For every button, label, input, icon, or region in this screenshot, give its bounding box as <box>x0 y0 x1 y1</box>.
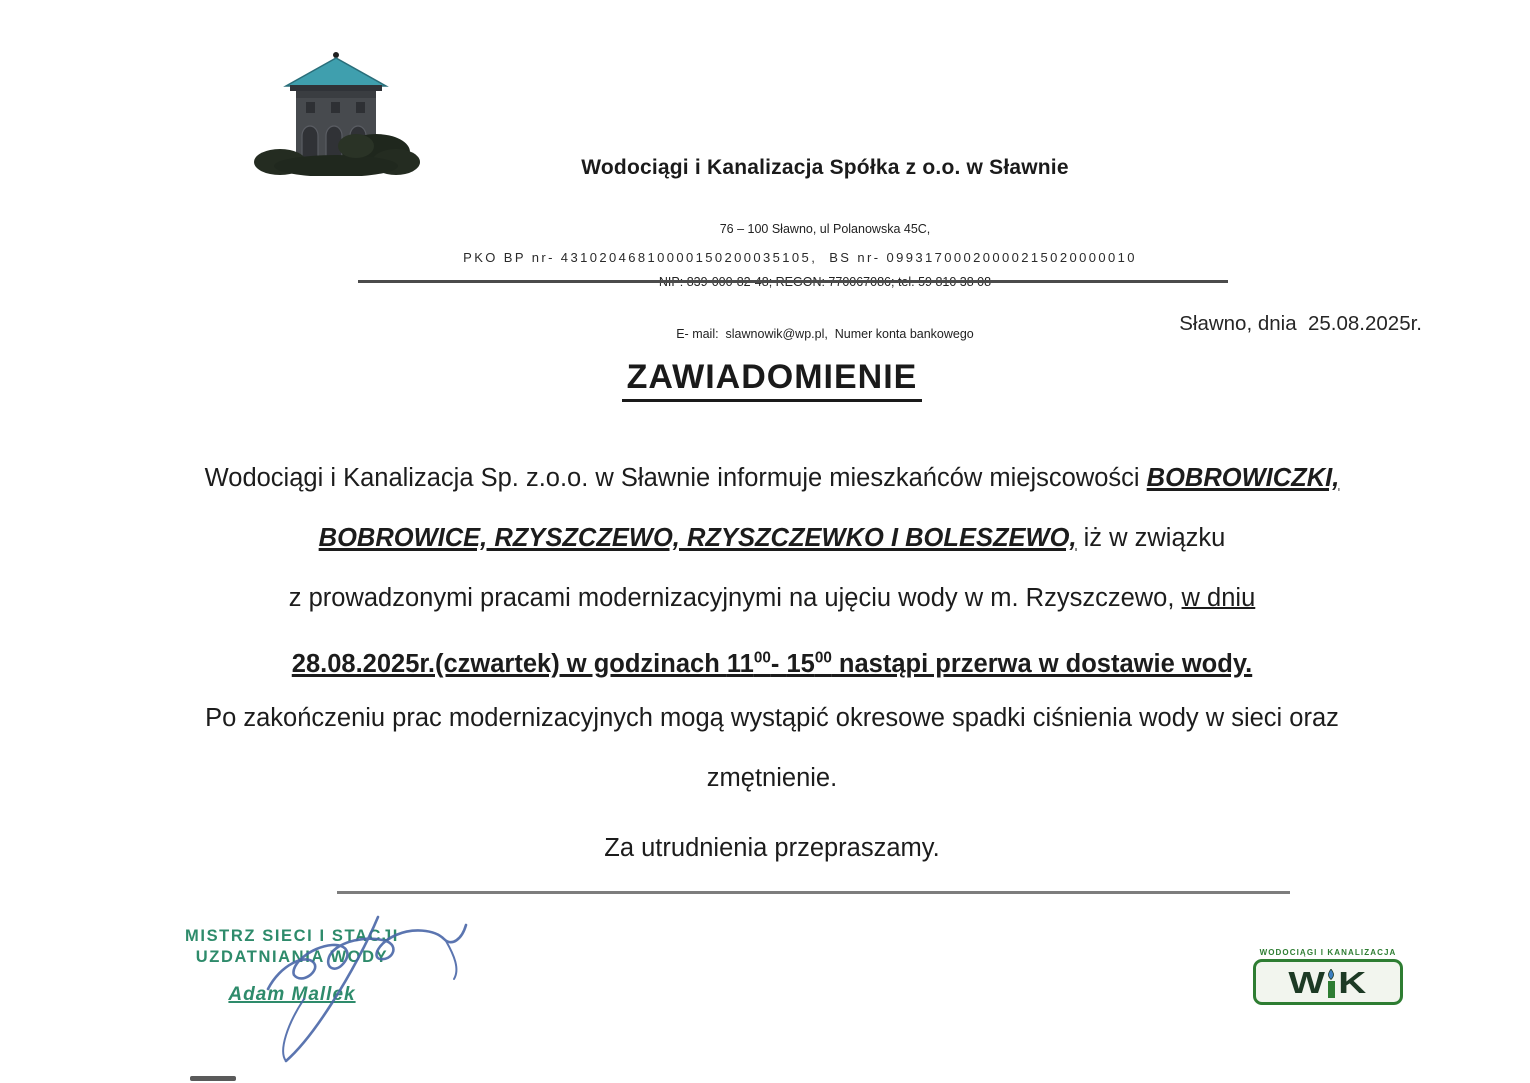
official-stamp <box>152 926 432 1006</box>
bush <box>274 155 398 176</box>
header-divider <box>358 280 1228 283</box>
body-line-4 <box>92 628 1452 688</box>
footer-divider <box>337 891 1290 894</box>
scan-artifact <box>190 1076 236 1081</box>
date-underline-start: w dniu <box>1181 584 1256 612</box>
letterhead <box>420 156 1230 379</box>
outage-date-hours: 28.08.2025r.(czwartek) w godzinach $11^{00}-$ $15^{00}$ nastąpi przerwa w dostawie wody. <box>291 649 1253 678</box>
body-line-6: zmętnienie. <box>706 764 838 792</box>
wik-logo <box>1253 948 1403 1005</box>
stamp-role-line-2: UZDATNIANIA WODY <box>195 948 389 966</box>
villages-emphasis: BOBROWICE, RZYSZCZEWO, RZYSZCZEWKO I BOLESZEWO, <box>318 524 1077 552</box>
stamp-name: Adam Mallek <box>228 984 356 1005</box>
body-line-2: BOBROWICE, RZYSZCZEWO, RZYSZCZEWKO I BOLESZEWO, iż w związku <box>318 524 1226 552</box>
tower-window <box>331 102 340 113</box>
stamp-role-line-1: MISTRZ SIECI I STACJI <box>185 927 399 945</box>
hour-start: 11 <box>726 649 754 678</box>
company-name: Wodociągi i Kanalizacja Spółka z o.o. w Sławnie <box>581 156 1069 179</box>
body-line-5: Po zakończeniu prac modernizacyjnych mogą wystąpić okresowe spadki ciśnienia wody w sieci oraz <box>205 704 1339 732</box>
wik-logo-box <box>1253 959 1403 1005</box>
tower-roof <box>286 58 386 86</box>
water-drop-icon <box>1325 969 1337 980</box>
villages-emphasis: BOBROWICZKI, <box>1146 464 1340 492</box>
wik-logo-caption: WODOCIĄGI I KANALIZACJA <box>1259 948 1397 957</box>
tower-window <box>356 102 365 113</box>
notice-body <box>92 448 1452 878</box>
wik-letter-k: K <box>1338 964 1367 1000</box>
tower-window <box>306 102 315 113</box>
body-line-1: Wodociągi i Kanalizacja Sp. z.o.o. w Sławnie informuje mieszkańców miejscowości BOBROWICZKI, <box>204 464 1340 492</box>
company-address: 76 – 100 Sławno, ul Polanowska 45C, <box>719 222 931 236</box>
place-date-line: Sławno, dnia 25.08.2025r. <box>1179 312 1422 335</box>
bank-accounts-line: PKO BP nr- 43102046810000150200035105, BS nr- 09931700020000215020000010 <box>463 250 1137 265</box>
notice-title: ZAWIADOMIENIE <box>622 358 923 402</box>
apology-line: Za utrudnienia przepraszamy. <box>604 834 940 862</box>
water-tower-logo <box>250 50 422 176</box>
bush <box>338 134 374 158</box>
wik-letter-w: W <box>1288 964 1326 1000</box>
wik-letter-i <box>1325 966 1337 998</box>
company-email-line: E- mail: slawnowik@wp.pl, Numer konta bankowego <box>676 327 974 341</box>
body-line-3: z prowadzonymi pracami modernizacyjnymi na ujęciu wody w m. Rzyszczewo, w dniu <box>288 584 1256 612</box>
hour-end: 15 <box>786 649 815 678</box>
tower-eave <box>290 85 382 91</box>
